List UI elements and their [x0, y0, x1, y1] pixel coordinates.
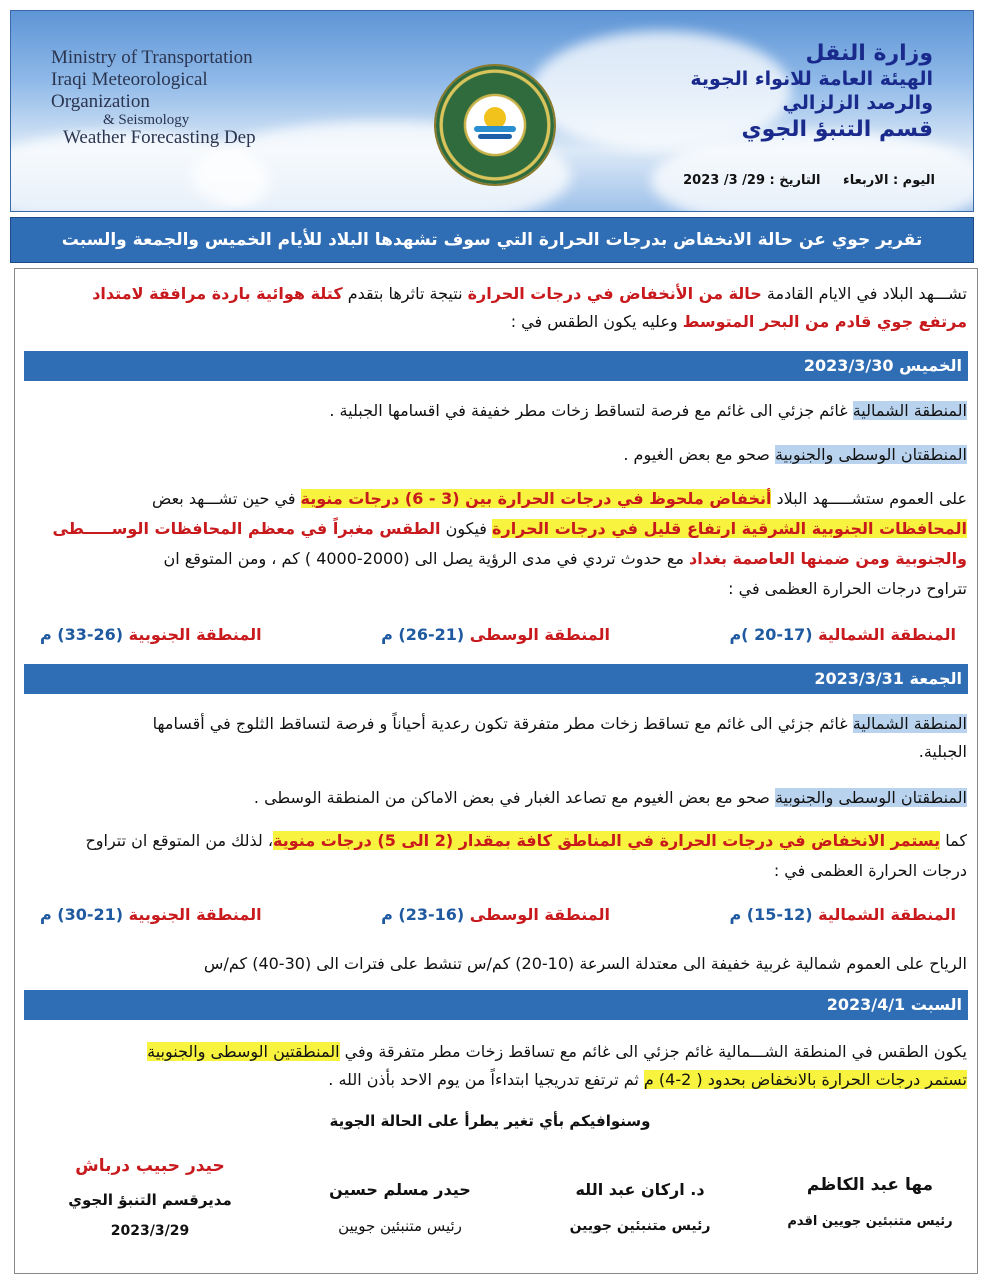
temp-value: (26-33) م — [40, 625, 124, 644]
ar-organization: الهيئة العامة للانواء الجوية — [690, 68, 933, 90]
thu-general — [37, 484, 967, 604]
en-seismology: & Seismology — [103, 112, 190, 128]
temp-region: المنطقة الوسطى — [469, 905, 610, 924]
signatory-name: حيدر حبيب درباش — [75, 1156, 225, 1176]
forecast-text: غائم جزئي الى غائم مع تساقط زخات مطر متفرقة تكون رعدية أحياناً و فرصة لتساقط الثلوج في أقسامها — [152, 714, 853, 733]
signatory-name: حيدر مسلم حسين — [329, 1180, 471, 1199]
temp-north — [729, 622, 956, 648]
fri-wind: الرياح على العموم شمالية غربية خفيفة الى معتدلة السرعة (10-20) كم/س تنشط على فترات الى (30-40) كم/س — [203, 954, 967, 973]
report-title: تقرير جوي عن حالة الانخفاض بدرجات الحرارة التي سوف تشهدها البلاد للأيام الخميس والجمعة والسبت — [10, 217, 974, 263]
arabic-org-name — [690, 41, 933, 145]
ar-department: قسم التنبؤ الجوي — [741, 117, 933, 142]
forecast-text: فيكون — [440, 519, 493, 538]
english-org-name — [51, 47, 281, 149]
day-bar-friday — [24, 664, 968, 694]
fri-mid-south — [254, 784, 967, 812]
en-department: Weather Forecasting Dep — [63, 127, 256, 148]
temp-region: المنطقة الشمالية — [818, 625, 956, 644]
thu-max-temps — [40, 622, 956, 648]
temp-value: (17-20 )م — [729, 625, 813, 644]
forecast-emphasis: تستمر درجات الحرارة بالانخفاض بحدود ( 2-4) م — [643, 1070, 967, 1089]
region-label: المنطقتان الوسطى والجنوبية — [774, 445, 967, 464]
forecast-emphasis: والجنوبية ومن ضمنها العاصمة بغداد — [689, 549, 967, 568]
signature-3 — [540, 1176, 740, 1248]
region-label: المنطقتان الوسطى والجنوبية — [774, 788, 967, 807]
fri-max-temps — [40, 902, 956, 928]
temp-value: (21-26) م — [381, 625, 465, 644]
temp-north — [729, 902, 956, 928]
day-bar-thursday — [24, 351, 968, 381]
day-bar-label: السبت 2023/4/1 — [826, 995, 962, 1014]
intro-emphasis: مرتفع جوي قادم من البحر المتوسط — [682, 312, 967, 331]
closing-note: وسنوافيكم بأي تغير يطرأ على الحالة الجوية — [329, 1112, 651, 1130]
forecast-text: تتراوح درجات الحرارة العظمى في : — [728, 579, 967, 598]
day-bar-label: الجمعة 2023/3/31 — [814, 669, 962, 688]
intro-text: وعليه يكون الطقس في : — [510, 312, 683, 331]
intro-emphasis: كتلة هوائية باردة مرافقة لامتداد — [92, 284, 343, 303]
forecast-emphasis: المنطقتين الوسطى والجنوبية — [147, 1042, 340, 1061]
forecast-text: الجبلية. — [918, 742, 967, 761]
signatory-name: د. اركان عبد الله — [575, 1180, 705, 1199]
forecast-text: درجات الحرارة العظمى في : — [773, 861, 967, 880]
letterhead — [10, 10, 974, 212]
forecast-text: على العموم ستشـــــهد البلاد — [771, 489, 967, 508]
organization-logo — [436, 66, 554, 184]
forecast-text: صحو مع بعض الغيوم . — [623, 445, 775, 464]
intro-emphasis: حالة من الأنخفاض في درجات الحرارة — [467, 284, 762, 303]
signatory-name: مها عبد الكاظم — [806, 1175, 934, 1195]
fri-north — [37, 710, 967, 766]
temp-value: (12-15) م — [729, 905, 813, 924]
temp-value: (16-23) م — [381, 905, 465, 924]
sat-forecast — [37, 1038, 967, 1094]
signatory-title: مديرقسم التنبؤ الجوي — [68, 1191, 232, 1209]
temp-south — [40, 622, 262, 648]
en-organization: Iraqi Meteorological Organization — [51, 69, 208, 112]
forecast-text: كما — [940, 831, 967, 850]
date-label: التاريخ : 29/ 3/ 2023 — [683, 173, 821, 188]
forecast-text: مع حدوث تردي في مدى الرؤية يصل الى (2000-4000 ) كم ، ومن المتوقع ان — [163, 549, 689, 568]
temp-region: المنطقة الوسطى — [469, 625, 610, 644]
forecast-emphasis: يستمر الانخفاض في درجات الحرارة في المناطق كافة بمقدار (2 الى 5) درجات منوية — [273, 831, 941, 850]
temp-value: (21-30) م — [40, 905, 124, 924]
thu-mid-south — [623, 441, 967, 469]
forecast-text: صحو مع بعض الغيوم مع تصاعد الغبار في بعض الاماكن من المنطقة الوسطى . — [253, 788, 775, 807]
temp-mid — [381, 902, 610, 928]
region-label: المنطقة الشمالية — [852, 401, 967, 420]
thu-north — [329, 397, 967, 425]
signature-4 — [770, 1170, 970, 1244]
day-label: اليوم : الاربعاء — [843, 173, 935, 188]
temp-region: المنطقة الشمالية — [818, 905, 956, 924]
signature-date: 2023/3/29 — [110, 1223, 190, 1239]
temp-region: المنطقة الجنوبية — [128, 905, 262, 924]
en-ministry: Ministry of Transportation — [51, 47, 253, 68]
temp-region: المنطقة الجنوبية — [128, 625, 262, 644]
forecast-emphasis: المحافظات الجنوبية الشرقية ارتفاع قليل في درجات الحرارة — [492, 519, 967, 538]
signature-director — [40, 1152, 260, 1242]
forecast-text: في حين تشـــهد بعض — [151, 489, 301, 508]
ar-ministry: وزارة النقل — [805, 41, 933, 66]
signature-2 — [300, 1176, 500, 1248]
intro-text: تشـــهد البلاد في الايام القادمة — [761, 284, 967, 303]
issue-date — [665, 173, 935, 188]
forecast-text: يكون الطقس في المنطقة الشـــمالية غائم جزئي الى غائم مع تساقط زخات مطر متفرقة وفي — [339, 1042, 967, 1061]
signatory-title: رئيس متنبئين جويين — [569, 1218, 711, 1234]
day-bar-label: الخميس 2023/3/30 — [803, 356, 962, 375]
forecast-emphasis: الطقس مغبراً في معظم المحافظات الوســـــطى — [52, 519, 441, 538]
ar-seismology: والرصد الزلزالي — [782, 92, 933, 114]
signatory-title: رئيس متنبئين جويين اقدم — [787, 1214, 953, 1229]
forecast-text: غائم جزئي الى غائم مع فرصة لتساقط زخات مطر خفيفة في اقسامها الجبلية . — [329, 401, 853, 420]
forecast-text: ثم ترتفع تدريجيا ابتداءاً من يوم الاحد بأذن الله . — [328, 1070, 644, 1089]
forecast-text: ، لذلك من المتوقع ان تتراوح — [85, 831, 274, 850]
signatory-title: رئيس متنبئين جويين — [338, 1217, 462, 1235]
day-bar-saturday — [24, 990, 968, 1020]
fri-general — [37, 826, 967, 886]
intro-paragraph — [27, 280, 967, 336]
temp-south — [40, 902, 262, 928]
temp-mid — [381, 622, 610, 648]
region-label: المنطقة الشمالية — [852, 714, 967, 733]
sun-cloud-icon — [472, 104, 518, 144]
forecast-emphasis: أنخفاض ملحوظ في درجات الحرارة بين (3 - 6) درجات منوية — [300, 489, 772, 508]
intro-text: نتيجة تاثرها بتقدم — [342, 284, 468, 303]
